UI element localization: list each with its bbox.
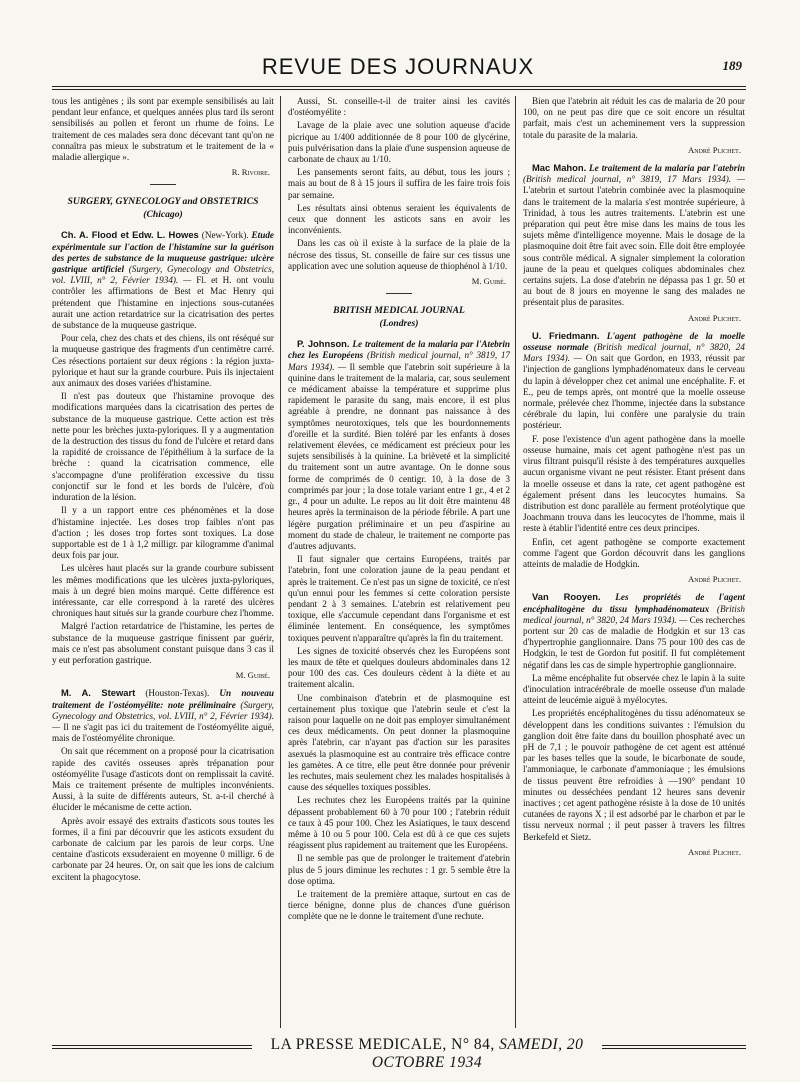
article-title: Le traitement de la malaria par l'Atebrin chez les Européens	[288, 339, 510, 361]
article-text: L'atebrin et surtout l'atebrin combinée avec la plasmoquine dans le traitement de la malaria s'est montrée supérieure, à Trinidad, à tous les autres traitements. L'atebrin est une préparation qui peut être mise dans les mains de tous les sujets même d'intelligence moyenne. Mais le dosage de la plasmoquine doit être fait avec soin. Elle doit être employée sous contrôle médical. A signaler simplement la coloration jaune de la peau et quelques coliques abdominales chez certains sujets. La dose d'atebrin ne dépassa pas 1 gr. 50 et au bout de 8 jours en moyenne le sang des malades ne présentait plus de parasites.	[523, 185, 745, 308]
article-author: Ch. A. Flood et Edw. L. Howes	[61, 229, 199, 241]
article-author: M. A. Stewart	[61, 687, 136, 699]
article-reference: (British medical journal, n° 3820, 24 Mars 1934). —	[523, 603, 745, 625]
paragraph: Les rechutes chez les Européens traités par la quinine dépassent probablement 60 à 70 pour 100 ; l'atebrin réduit ce taux à 45 pour 100. Chez les Asiatiques, le taux descend même à 10 ou 5 pour 100. Cela est dû à ce que ces sujets réagissent plus rapidement au traitement que les Européens.	[288, 795, 510, 851]
paragraph: Malgré l'action retardatrice de l'histamine, les pertes de substance de la muqueuse gastrique finissent par guérir, mais ce n'est pas absolument constant puisque dans 3 cas il y eut perforation gastrique.	[52, 621, 274, 665]
journal-section-city: (Chicago)	[143, 209, 183, 221]
paragraph: Pour cela, chez des chats et des chiens, ils ont réséqué sur la muqueuse gastrique des fragments d'un centimètre carré. Ces résections portaient sur deux régions : la région juxta-pylorique et haut sur la grande courbure. Puis ils injectaient aux animaux des doses variées d'histamine.	[52, 333, 274, 389]
article-reference: (British medical journal, n° 3819, 17 Mars 1934). —	[523, 174, 745, 185]
article-reference: (Surgery, Gynecology and Obstetrics, vol. LVIII, n° 2, Février 1934). —	[52, 699, 274, 732]
paragraph: Il faut signaler que certains Européens, traités par l'atebrin, font une coloration jaune de la peau pendant et après le traitement. Ce n'est pas un signe de toxicité, ce n'est qu'un ennui pour les femmes si cette coloration persiste pendant 2 à 3 semaines. L'atebrin est relativement peu toxique, elle s'accumule cependant dans l'organisme et est éliminée lentement. En conséquence, les symptômes toxiques peuvent n'apparaître qu'après la fin du traitement.	[288, 554, 510, 643]
article-author: P. Johnson.	[297, 338, 350, 350]
article-van-rooyen	[523, 591, 745, 670]
column-middle	[288, 96, 510, 1028]
journal-section-title: BRITISH MEDICAL JOURNAL	[333, 305, 465, 317]
article-title: Un nouveau traitement de l'ostéomyélite: note préliminaire	[52, 688, 274, 710]
signature: André Plichet.	[688, 312, 741, 323]
footer-journal: LA PRESSE MEDICALE, N° 84,	[270, 1036, 495, 1053]
footer-rule	[52, 1048, 252, 1049]
paragraph: tous les antigènes ; ils sont par exemple sensibilisés au lait pendant leur enfance, et quelques années plus tard ils seront sensibilisés au pollen et feront un rhume de foins. Le traitement de ces malades sera donc décevant tant qu'on ne connaîtra pas mieux le substratum et le traitement de la « maladie allergique ».	[52, 96, 274, 163]
article-place: (Houston-Texas).	[135, 688, 220, 699]
paragraph: Une combinaison d'atebrin et de plasmoquine est certainement plus toxique que l'atebrin seule et c'est la raison pour laquelle on ne doit pas employer simultanément ces deux médicaments. On peut donner la plasmoquine après l'atebrin, car n'ayant pas d'action sur les parasites asexués la plasmoquine est au contraire très efficace contre les gamètes. A ce titre, elle peut être donnée pour prévenir les rechutes, mais seulement chez les malades hospitalisés à cause des séquelles toxiques possibles.	[288, 692, 510, 793]
paragraph: On sait que récemment on a proposé pour la cicatrisation rapide des cavités osseuses après trépanation pour ostéomyélite l'usage d'asticots dont on remplissait la cavité. Mais ce traitement présente de multiples inconvénients. Aussi, à la suite de différents auteurs, St. a-t-il cherché à élucider le mécanisme de cette action.	[52, 746, 274, 813]
article-title: Les propriétés de l'agent encéphalitogène du tissu lymphadénomateux	[523, 592, 745, 614]
article-title: Etude expérimentale sur l'action de l'histamine sur la guérison des pertes de substance de la muqueuse gastrique: ulcère gastrique artificiel	[52, 230, 274, 275]
article-text: Il semble que l'atebrin soit supérieure à la quinine dans le traitement de la malaria, car, sous seulement ce médicament abaisse la température et supprime plus rapidement le parasite du sang, mais encore, il est plus agréable à prendre, ne donnant pas naissance à des symptômes neurotoxiques, tels que les bourdonnements d'oreille et la surdité. Bien toléré par les enfants à doses relativement élevées, ce médicament est précieux pour les sujets sensibilisés à la quinine. La brièveté et la simplicité du traitement sont un autre avantage. On le donne sous forme de comprimés de 0 centigr. 10, à la dose de 3 comprimés par jour ; la dose totale variant entre 1 gr., 4 et 2 gr., 4 pour un adulte. Le repos au lit doit être maintenu 48 heures après la terminaison de la période fébrile. A part une légère purgation préliminaire et un peu d'aspirine au moment du stade de chaleur, le traitement ne comporte pas d'autres adjuvants.	[288, 361, 510, 551]
separator	[150, 184, 176, 185]
column-divider	[280, 96, 281, 1028]
paragraph: Les pansements seront faits, au début, tous les jours ; mais au bout de 8 à 15 jours il suffira de les faire trois fois par semaine.	[288, 167, 510, 200]
article-author: U. Friedmann.	[532, 329, 600, 341]
footer-rule	[602, 1045, 746, 1046]
article-reference: (Surgery, Gynecology and Obstetrics, vol. LVIII, n° 2, Février 1934). —	[52, 264, 274, 286]
paragraph: Aussi, St. conseille-t-il de traiter ainsi les cavités d'ostéomyélite :	[288, 96, 510, 118]
article-mac-mahon	[523, 162, 745, 309]
article-title: Le traitement de la malaria par l'atebrin	[586, 163, 745, 174]
page-number: 189	[722, 58, 742, 73]
signature: André Plichet.	[688, 574, 741, 585]
article-author: Mac Mahon.	[532, 162, 587, 174]
journal-section-title: SURGERY, GYNECOLOGY and OBSTETRICS	[67, 196, 259, 208]
signature: M. Guibé.	[471, 276, 506, 287]
paragraph: Il ne semble pas que de prolonger le traitement d'atebrin plus de 5 jours diminue les rechutes : 1 gr. 5 semble être la dose optima.	[288, 853, 510, 886]
article-stewart	[52, 687, 274, 744]
article-text: On sait que Gordon, en 1933, réussit par l'injection de ganglions lymphadénomateux dans le cerveau du lapin à développer chez cet animal une encéphalite. F. et E., peu de temps après, ont montré que la moelle osseuse normale, prélevée chez l'homme, injectée dans la substance cérébrale du lapin, lui confère une paralysie du train postérieur.	[523, 353, 745, 431]
column-divider	[515, 96, 516, 1028]
article-place: (New-York).	[198, 230, 252, 241]
paragraph: Dans les cas où il existe à la surface de la plaie de la nécrose des tissus, St. conseille de faire sur ces tissus une application avec une solution aqueuse de thiophénol à 1/10.	[288, 238, 510, 271]
signature: R. Rivoire.	[231, 167, 270, 178]
paragraph: Après avoir essayé des extraits d'asticots sous toutes les formes, il a fini par découvrir que les asticots exsudent du carbonate de calcium par les parois de leur corps. Une centaine d'asticots exsuderaient en moyenne 0 milligr. 6 de carbonate par 24 heures. Or, on sait que les ions de calcium excitent la phagocytose.	[52, 815, 274, 882]
header-rule	[52, 89, 746, 90]
paragraph: Lavage de la plaie avec une solution aqueuse d'acide picrique au 1/400 additionnée de 8 pour 100 de glycérine, puis pulvérisation dans la plaie d'une suspension aqueuse de carbonate de chaux au 1/10.	[288, 120, 510, 165]
separator	[386, 293, 412, 294]
column-right	[523, 96, 745, 1028]
article-flood-howes	[52, 229, 274, 331]
column-left	[52, 96, 274, 1028]
paragraph: Les ulcères haut placés sur la grande courbure subissent les mêmes modifications que les ulcères juxta-pyloriques, mais à un degré bien moins marqué. Cette différence est intéressante, car elle correspond à la rareté des ulcères chroniques haut situés sur la grande courbure chez l'homme.	[52, 563, 274, 619]
article-text: Fl. et H. ont voulu contrôler les affirmations de Best et Mac Henry qui prétendent que l'histamine en injections sous-cutanées aurait une action retardatrice sur la cicatrisation des pertes de substance de la muqueuse gastrique.	[52, 275, 274, 331]
header-rule	[52, 86, 746, 87]
paragraph: Les résultats ainsi obtenus seraient les équivalents de ceux que donnent les asticots sans en avoir les inconvénients.	[288, 202, 510, 236]
article-reference: (British medical journal, n° 3819, 17 Mars 1934). —	[288, 350, 510, 372]
paragraph: Les signes de toxicité observés chez les Européens sont les maux de tête et quelques douleurs abdominales dans 12 pour 100 des cas. Ces douleurs cèdent à la diète et au traitement alcalin.	[288, 645, 510, 690]
paragraph: La même encéphalite fut observée chez le lapin à la suite d'inoculation intracérébrale de moelle osseuse d'un malade atteint de leucémie aiguë à myélocytes.	[523, 672, 745, 706]
article-title: L'agent pathogène de la moelle osseuse normale	[523, 330, 745, 353]
journal-section-city: (Londres)	[379, 318, 419, 330]
page-header	[52, 52, 744, 84]
article-reference: (British medical journal, n° 3820, 24 Mars 1934). —	[523, 342, 745, 364]
signature: M. Guibé.	[235, 670, 270, 681]
paragraph: Il n'est pas douteux que l'histamine provoque des modifications marquées dans la cicatrisation des pertes de substance de la muqueuse gastrique. Cette action est très nette pour les brèches juxta-pyloriques. Il y a augmentation de la destruction des tissus du fond de l'ulcère et retard dans la rapidité de croissance de l'épithélium à la surface de la brèche : quand la cicatrisation commence, elle s'accompagne d'une prolifération excessive du tissu conjonctif sur le fond et les bords de l'ulcère, d'où induration de la lésion.	[52, 391, 274, 503]
running-title: REVUE DES JOURNAUX	[261, 54, 535, 79]
paragraph: Les propriétés encéphalitogènes du tissu adénomateux se développent dans les conditions suivantes : l'émulsion du ganglion doit être faite dans du bouillon phosphaté avec un pH de 7,1 ; le pouvoir pathogène de cet agent est atténué par les bases telles que la soude, le bicarbonate de soude, l'ammoniaque, le carbonate d'ammoniaque ; les émulsions de tissus peuvent être refroidies à —190° pendant 10 minutes ou desséchées pendant 12 heures sans devenir inactives ; cet agent pathogène résiste à la dose de 10 unités cutanées de rayons X ; il est adsorbé par le charbon et par le tissu nerveux normal ; il peut passer à travers les filtres Berkefeld et Sietz.	[523, 708, 745, 842]
footer-date: SAMEDI, 20 OCTOBRE 1934	[371, 1036, 584, 1071]
footer-rule	[602, 1048, 746, 1049]
footer-rule	[52, 1045, 252, 1046]
article-text: Il ne s'agit pas ici du traitement de l'ostéomyélite aiguë, mais de l'ostéomyélite chronique.	[52, 721, 274, 744]
signature: André Plichet.	[688, 846, 741, 857]
article-friedmann	[523, 330, 745, 432]
page-footer	[258, 1036, 596, 1072]
paragraph: Il y a un rapport entre ces phénomènes et la dose d'histamine injectée. Les doses trop faibles n'ont pas d'action ; les doses trop fortes sont toxiques. La dose supportable est de 1 à 1,2 milligr. par kilogramme d'animal deux fois par jour.	[52, 505, 274, 561]
paragraph: F. pose l'existence d'un agent pathogène dans la moelle osseuse humaine, mais cet agent pathogène n'est pas un virus filtrant puisqu'il résiste à des températures auxquelles aucun organisme vivant ne peut résister. Etant présent dans la moelle osseuse et dans la rate, cet agent pathogène est également présent dans les leucocytes humains. Sa distribution est donc parallèle au ferment protéolytique que Joachmann trouva dans les leucocytes de l'homme, mais il reste à établir l'identité entre ces deux principes.	[523, 433, 745, 534]
paragraph: Enfin, cet agent pathogène se comporte exactement comme l'agent que Gordon découvrit dans les ganglions atteints de maladie de Hodgkin.	[523, 536, 745, 569]
signature: André Plichet.	[688, 144, 741, 155]
article-johnson	[288, 338, 510, 552]
article-author: Van Rooyen.	[532, 591, 601, 603]
paragraph: Bien que l'atebrin ait réduit les cas de malaria de 20 pour 100, on ne peut pas dire que ce soit encore un résultat parfait, mais c'est un acheminement vers la suppression totale du parasite de la malaria.	[523, 96, 745, 140]
article-text: Ces recherches portent sur 20 cas de maladie de Hodgkin et sur 13 cas d'hypertrophie ganglionnaire. Dans 75 pour 100 des cas de Hodgkin, le test de Gordon fut positif. Il fut complètement négatif dans les cas de simple hypertrophie ganglionnaire.	[523, 614, 745, 670]
paragraph: Le traitement de la première attaque, surtout en cas de tierce bénigne, donne plus de chances d'une guérison complète que ne le donne le traitement d'une rechute.	[288, 889, 510, 922]
